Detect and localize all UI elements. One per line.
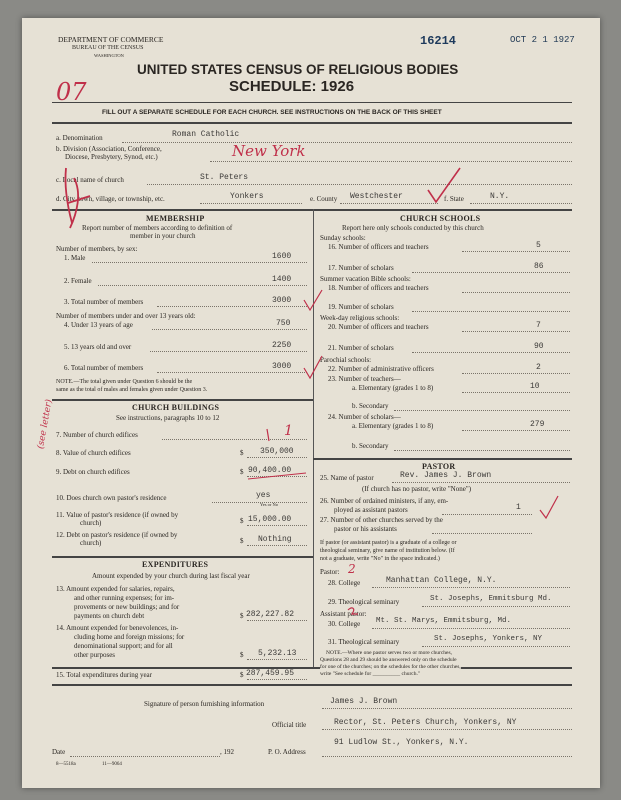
q17-label: 17. Number of scholars [328, 264, 394, 272]
q19-label: 19. Number of scholars [328, 303, 394, 311]
q25-hint: (If church has no pastor, write "None") [362, 485, 472, 493]
q30-college: Mt. St. Marys, Emmitsburg, Md. [376, 617, 512, 625]
q15-value: 287,459.95 [246, 669, 295, 678]
q23a-value: 10 [530, 382, 540, 391]
official-title-label: Official title [272, 721, 307, 729]
county-value: Westchester [350, 192, 403, 201]
q1-label: 1. Male [64, 254, 86, 262]
q28-label: 28. College [328, 579, 361, 587]
grad-note-1: If pastor (or assistant pastor) is a graduate of a college or [320, 540, 457, 546]
q10-value: yes [256, 491, 271, 500]
q21-label: 21. Number of scholars [328, 344, 394, 352]
city-label: WASHINGTON [94, 53, 124, 58]
q25-pastor-name: Rev. James J. Brown [400, 471, 492, 480]
pastor-note-4: write "See schedule for __________ church." [320, 671, 421, 677]
pastor-mark: 2 [348, 562, 356, 576]
q11-value: 15,000.00 [248, 515, 292, 524]
q1-male-value: 1600 [272, 252, 292, 261]
q14-line-3: denominational support; and for all [74, 642, 173, 650]
pastor-note-3: for one of the churches; on the schedules for the other churches, [320, 664, 461, 670]
pastor-note-1: NOTE.—Where one pastor serves two or more churches, [326, 650, 452, 656]
weekday-schools-label: Week-day religious schools: [320, 314, 400, 322]
q27-line-2: pastor or his assistants [334, 525, 397, 533]
census-schedule-sheet: DEPARTMENT OF COMMERCE BUREAU OF THE CENSUS WASHINGTON 16214 OCT 2 1 1927 UNITED STATES CENSUS OF RELIGIOUS BODIES SCHEDULE: 1926 07 FILL OUT A SEPARATE SCHEDULE FOR EACH CHURCH. SEE INSTRUCTIONS ON THE BACK OF THIS SHEET a. Denomination Roman Catholic b. Division (Association, Conference, Diocese, Presbytery, Synod, etc.) New York c. Local name of church St. Peters d. City, town, village, or township, etc. Yonkers e. County Westchester f. State N.Y. MEMBERSHIP Report number of members according to definition of member in your church Number of members, by sex: 1. Male 1600 2. Female 1400 3. Total number of members 3000 Number of members under and over 13 years old: 4. Under 13 years of age 750 5. 13 years old and over 2250 6. Total number of members 3000 NOTE.—The total given under Question 6 should be the same as the total of males and females given under Question 3. CHURCH BUILDINGS See instructions, paragraphs 10 to 12 7. Number of church edifices 1 8. Value of church edifices $ 350,000 9. Debt on church edifices $ 90,400.00 (see letter) 10. Does church own pastor's residence yes Yes or No 11. Value of pastor's residence (if owned by church) $ 15,000.00 12. Debt on pastor's residence (if owned by church) $ Nothing EXPENDITURES Amount expended by your church during last fiscal year 13. Amount expended for salaries, repairs, and other running expenses; for im- provements or new buildings; and for payments on church debt $ 282,227.82 14. Amount expended for benevolences, in- cluding home and foreign missions; for denominational support; and for all other purposes $ 5,232.13 15. Total expenditures during year $ 287,459.95 CHURCH SCHOOLS Report here only schools conducted by this church Sunday schools: 16. Number of officers and teachers 5 17. Number of scholars 86 Summer vacation Bible schools: 18. Number of officers and teachers 19. Number of scholars Week-day religious schools: 20. Number of officers and teachers 7 21. Number of scholars 90 Parochial schools: 22. Number of administrative officers 2 23. Number of teachers— a. Elementary (grades 1 to 8) 10 b. Secondary 24. Number of scholars— a. Elementary (grades 1 to 8) 279 b. Secondary PASTOR 25. Name of pastor Rev. James J. Brown (If church has no pastor, write "None") 26. Number of ordained ministers, if any, em- ployed as assistant pastors 1 27. Number of other churches served by the pastor or his assistants If pastor (or assistant pastor) is a graduate of a college or theological seminary, give name of institution below. (If not a graduate, write "No" in the space indicated.) Pastor: 2 28. College Manhattan College, N.Y. 29. Theological seminary St. Josephs, Emmitsburg Md. Assistant pastor: 30. College Mt. St. Marys, Emmitsburg, Md. 31. Theological seminary St. Josephs, Yonkers, NY NOTE.—Where one pastor serves two or more churches, Questions 28 and 29 should be answered only on the schedule for one of the churches; on the schedules for the other churches, write "See schedule for __________ church." Signature of person furnishing information James J. Brown Official title Rector, St. Peters Church, Yonkers, NY Date , 192 P. O. Address 91 Ludlow St., Yonkers, N.Y. 8—5518a 11—9064 [22, 18, 600, 788]
buildings-sub: See instructions, paragraphs 10 to 12 [116, 414, 220, 422]
members-by-sex-label: Number of members, by sex: [56, 245, 138, 253]
bureau-label: BUREAU OF THE CENSUS [72, 45, 144, 51]
q25-label: 25. Name of pastor [320, 474, 374, 482]
received-date-stamp: OCT 2 1 1927 [510, 35, 575, 45]
q29-seminary: St. Josephs, Emmitsburg Md. [430, 595, 552, 603]
q11-label: 11. Value of pastor's residence (if owned by [56, 511, 179, 519]
pastor-sub-label: Pastor: [320, 568, 340, 576]
q26-line-2: ployed as assistant pastors [334, 506, 408, 514]
pastor-heading: PASTOR [422, 462, 456, 471]
q14-value: 5,232.13 [258, 649, 297, 658]
q20-value: 7 [536, 321, 541, 330]
membership-note-1: NOTE.—The total given under Question 6 should be the [56, 379, 193, 385]
official-title-value: Rector, St. Peters Church, Yonkers, NY [334, 718, 517, 727]
q5-over13-value: 2250 [272, 341, 292, 350]
q7-label: 7. Number of church edifices [56, 431, 138, 439]
q8-label: 8. Value of church edifices [56, 449, 131, 457]
q13-line-1: 13. Amount expended for salaries, repairs, [56, 585, 175, 593]
q2-label: 2. Female [64, 277, 92, 285]
division-value: New York [232, 142, 306, 160]
schedule-number: 16214 [420, 34, 457, 48]
membership-heading: MEMBERSHIP [146, 214, 205, 223]
division-label-2: Diocese, Presbytery, Synod, etc.) [65, 153, 158, 161]
q22-value: 2 [536, 363, 541, 372]
q22-label: 22. Number of administrative officers [328, 365, 434, 373]
q13-line-3: provements or new buildings; and for [74, 603, 180, 611]
expenditures-heading: EXPENDITURES [142, 560, 209, 569]
q30-label: 30. College [328, 620, 361, 628]
schools-intro: Report here only schools conducted by this church [342, 224, 484, 232]
pastor-note-2: Questions 28 and 29 should be answered only on the schedule [320, 657, 457, 663]
date-label: Date [52, 748, 66, 756]
q7-edifices-value: 1 [284, 423, 293, 439]
q24a-label: a. Elementary (grades 1 to 8) [352, 422, 434, 430]
state-label: f. State [444, 195, 464, 203]
department-label: DEPARTMENT OF COMMERCE [58, 35, 164, 44]
print-number: 11—9064 [102, 762, 122, 767]
q23-label: 23. Number of teachers— [328, 375, 401, 383]
q13-line-4: payments on church debt [74, 612, 145, 620]
q6-label: 6. Total number of members [64, 364, 144, 372]
q26-value: 1 [516, 503, 521, 512]
q3-label: 3. Total number of members [64, 298, 144, 306]
q20-label: 20. Number of officers and teachers [328, 323, 429, 331]
q5-label: 5. 13 years old and over [64, 343, 132, 351]
q12-label: 12. Debt on pastor's residence (if owned by [56, 531, 178, 539]
local-church-label: c. Local name of church [56, 176, 124, 184]
assistant-mark [348, 608, 358, 614]
q4-under13-value: 750 [276, 319, 291, 328]
margin-note: (see letter) [36, 398, 55, 450]
county-label: e. County [310, 195, 338, 203]
grad-note-2: theological seminary, give name of institution below. (If [320, 548, 455, 554]
q14-line-4: other purposes [74, 651, 116, 659]
schools-heading: CHURCH SCHOOLS [400, 214, 481, 223]
q24a-value: 279 [530, 420, 545, 429]
membership-intro-1: Report number of members according to definition of [82, 224, 233, 232]
q29-label: 29. Theological seminary [328, 598, 400, 606]
denomination-value: Roman Catholic [172, 130, 240, 139]
q31-seminary: St. Josephs, Yonkers, NY [434, 635, 543, 643]
q6-total-value: 3000 [272, 362, 292, 371]
local-church-value: St. Peters [200, 173, 249, 182]
q27-line-1: 27. Number of other churches served by the [320, 516, 443, 524]
q21-value: 90 [534, 342, 544, 351]
q10-label: 10. Does church own pastor's residence [56, 494, 167, 502]
q16-value: 5 [536, 241, 541, 250]
q3-checkmark [304, 290, 322, 310]
q11-label-2: church) [80, 519, 102, 527]
yes-no-hint: Yes or No [260, 502, 279, 507]
q9-label: 9. Debt on church edifices [56, 468, 130, 476]
q31-label: 31. Theological seminary [328, 638, 400, 646]
po-address-label: P. O. Address [268, 748, 306, 756]
po-address-value: 91 Ludlow St., Yonkers, N.Y. [334, 738, 469, 747]
q14-line-1: 14. Amount expended for benevolences, in- [56, 624, 179, 632]
handwritten-initial-mark [65, 168, 90, 228]
q26-line-1: 26. Number of ordained ministers, if any, em- [320, 497, 449, 505]
q23a-label: a. Elementary (grades 1 to 8) [352, 384, 434, 392]
handwritten-code: 07 [56, 78, 87, 106]
q17-value: 86 [534, 262, 544, 271]
q12-label-2: church) [80, 539, 102, 547]
signature-value: James J. Brown [330, 697, 398, 706]
membership-note-2: same as the total of males and females given under Question 3. [56, 387, 208, 393]
handwritten-marks [22, 18, 600, 788]
state-checkmark [428, 168, 460, 202]
q15-label: 15. Total expenditures during year [56, 671, 152, 679]
state-value: N.Y. [490, 192, 510, 201]
age-heading: Number of members under and over 13 years old: [56, 312, 196, 320]
q9-debt-value: 90,400.00 [248, 466, 292, 475]
membership-intro-2: member in your church [130, 232, 196, 240]
signature-label: Signature of person furnishing information [144, 700, 265, 708]
year-label: , 192 [220, 748, 234, 756]
denomination-label: a. Denomination [56, 134, 103, 142]
assistant-sub-label: Assistant pastor: [320, 610, 367, 618]
buildings-heading: CHURCH BUILDINGS [132, 403, 220, 412]
vacation-schools-label: Summer vacation Bible schools: [320, 275, 411, 283]
grad-note-3: not a graduate, write "No" in the space indicated.) [320, 556, 440, 562]
q24-label: 24. Number of scholars— [328, 413, 401, 421]
q4-label: 4. Under 13 years of age [64, 321, 133, 329]
parochial-schools-label: Parochial schools: [320, 356, 372, 364]
q28-college: Manhattan College, N.Y. [386, 576, 497, 585]
division-label: b. Division (Association, Conference, [56, 145, 162, 153]
q2-female-value: 1400 [272, 275, 292, 284]
q24b-label: b. Secondary [352, 442, 389, 450]
q14-line-2: cluding home and foreign missions; for [74, 633, 185, 641]
sunday-schools-label: Sunday schools: [320, 234, 366, 242]
expenditures-sub: Amount expended by your church during last fiscal year [92, 572, 250, 580]
q3-total-value: 3000 [272, 296, 292, 305]
form-subtitle: SCHEDULE: 1926 [229, 78, 355, 95]
q12-value: Nothing [258, 535, 292, 544]
form-number: 8—5518a [56, 762, 76, 767]
q16-label: 16. Number of officers and teachers [328, 243, 429, 251]
q13-value: 282,227.82 [246, 610, 295, 619]
form-title: UNITED STATES CENSUS OF RELIGIOUS BODIES [137, 62, 459, 77]
city-label-d: d. City, town, village, or township, etc. [56, 195, 165, 203]
q18-label: 18. Number of officers and teachers [328, 284, 429, 292]
q23b-label: b. Secondary [352, 402, 389, 410]
q6-checkmark [304, 356, 322, 378]
q8-value: 350,000 [260, 447, 294, 456]
fill-instructions: FILL OUT A SEPARATE SCHEDULE FOR EACH CHURCH. SEE INSTRUCTIONS ON THE BACK OF THIS SHEET [102, 109, 442, 116]
city-value: Yonkers [230, 192, 264, 201]
q13-line-2: and other running expenses; for im- [74, 594, 175, 602]
q26-checkmark [540, 496, 558, 518]
